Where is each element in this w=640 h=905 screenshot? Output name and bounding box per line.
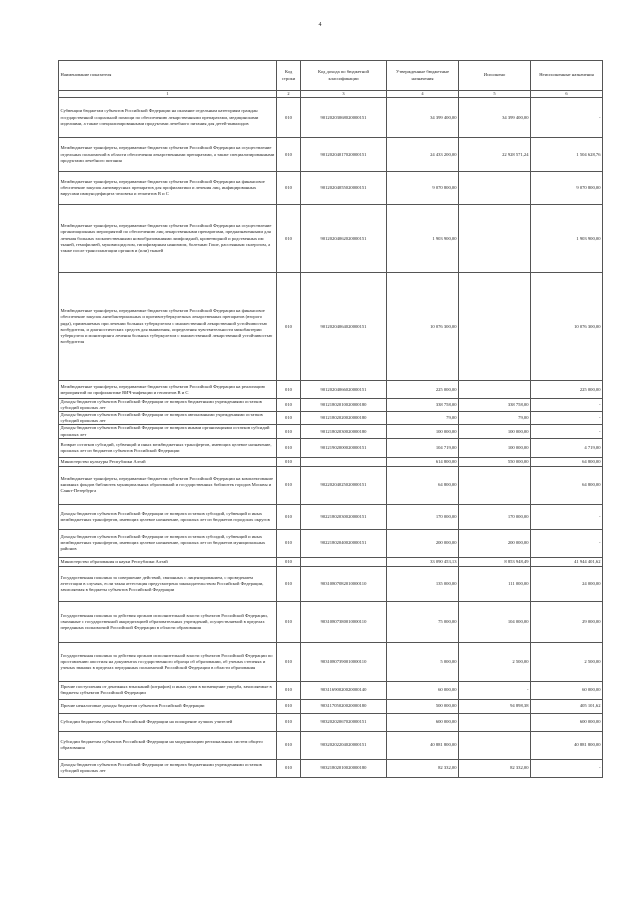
row-executed: [459, 731, 531, 759]
row-approved: 33 090 453,13: [387, 557, 459, 566]
row-code-line: 010: [277, 425, 301, 438]
row-name: Межбюджетные трансферты, передаваемые бюджетам субъектов Российской Федерации на финансовое обеспечение закупок антивирусных препаратов для профилактики и лечения лиц, инфицированных вирусами иммунодефицита человека и гепатитов В и С: [59, 172, 277, 205]
column-index: 3: [301, 91, 387, 98]
column-index: 6: [531, 91, 603, 98]
row-executed: [459, 273, 531, 381]
row-executed: 550 000,00: [459, 457, 531, 466]
row-budget-code: 90120203068020000151: [301, 98, 387, 138]
row-code-line: 010: [277, 529, 301, 557]
row-unexecuted: 600 000,00: [531, 713, 603, 731]
table-row: [59, 713, 603, 731]
row-unexecuted: 29 000,00: [531, 601, 603, 642]
row-budget-code: 90120204017020000151: [301, 138, 387, 172]
row-unexecuted: 24 000,00: [531, 566, 603, 601]
header-executed: Исполнено: [459, 61, 531, 91]
row-unexecuted: -: [531, 412, 603, 425]
row-executed: 104 000,00: [459, 601, 531, 642]
row-unexecuted: -: [531, 425, 603, 438]
row-name: Доходы бюджетов субъектов Российской Федерации от возврата автономными учреждениями остатков субсидий прошлых лет: [59, 412, 277, 425]
row-budget-code: 90311690020020000140: [301, 681, 387, 699]
row-budget-code: 90320202204020000151: [301, 731, 387, 759]
row-code-line: 010: [277, 731, 301, 759]
row-approved: 338 758,00: [387, 399, 459, 412]
row-executed: [459, 381, 531, 399]
row-name: Доходы бюджетов субъектов Российской Федерации от возврата иными организациями остатков субсидий прошлых лет: [59, 425, 277, 438]
row-approved: 60 000,00: [387, 681, 459, 699]
row-executed: [459, 205, 531, 273]
row-code-line: 010: [277, 466, 301, 504]
row-name: Межбюджетные трансферты, передаваемые бюджетам субъектов Российской Федерации на осуществление отдельных полномочий в области обеспечения лекарственными препаратами, а также специализированными продуктами лечебного питания: [59, 138, 277, 172]
row-code-line: 010: [277, 759, 301, 777]
row-approved: 135 000,00: [387, 566, 459, 601]
row-name: Возврат остатков субсидий, субвенций и иных межбюджетных трансфертов, имеющих целевое назначение, прошлых лет из бюджетов субъектов Российской Федерации: [59, 438, 277, 457]
column-index: 1: [59, 91, 277, 98]
table-row: [59, 172, 603, 205]
table-row: [59, 457, 603, 466]
row-executed: 82 332,00: [459, 759, 531, 777]
row-approved: 500 000,00: [387, 699, 459, 713]
row-budget-code: 90121802020020000180: [301, 412, 387, 425]
row-unexecuted: 225 000,00: [531, 381, 603, 399]
header-code-line: Код строки: [277, 61, 301, 91]
row-code-line: 010: [277, 557, 301, 566]
row-name: Межбюджетные трансферты, передаваемые бюджетам субъектов Российской Федерации на реализацию мероприятий по профилактике ВИЧ-инфекции и гепатитов В и С: [59, 381, 277, 399]
row-budget-code: 90121802030020000180: [301, 425, 387, 438]
row-unexecuted: 41 944 401,62: [531, 557, 603, 566]
table-row: [59, 566, 603, 601]
table-row: [59, 504, 603, 529]
row-name: Прочие неналоговые доходы бюджетов субъектов Российской Федерации: [59, 699, 277, 713]
column-index: 4: [387, 91, 459, 98]
row-executed: 22 928 571,24: [459, 138, 531, 172]
row-approved: 225 000,00: [387, 381, 459, 399]
table-row: [59, 425, 603, 438]
row-approved: 100 000,00: [387, 425, 459, 438]
row-name: Министерство культуры Республики Алтай: [59, 457, 277, 466]
row-budget-code: 90120204066020000151: [301, 381, 387, 399]
row-unexecuted: 1 903 900,00: [531, 205, 603, 273]
row-approved: 104 719,00: [387, 438, 459, 457]
row-budget-code: 90120204055020000151: [301, 172, 387, 205]
row-approved: 10 076 300,00: [387, 273, 459, 381]
row-executed: 2 500,00: [459, 642, 531, 681]
row-code-line: 010: [277, 457, 301, 466]
table-row: [59, 273, 603, 381]
row-budget-code: 90321802010020000180: [301, 759, 387, 777]
row-budget-code: 90120204062020000151: [301, 205, 387, 273]
table-row: [59, 381, 603, 399]
row-unexecuted: 2 500,00: [531, 642, 603, 681]
row-name: Доходы бюджетов субъектов Российской Федерации от возврата бюджетными учреждениями остатков субсидий прошлых лет: [59, 759, 277, 777]
row-approved: 1 903 900,00: [387, 205, 459, 273]
row-unexecuted: 405 101,62: [531, 699, 603, 713]
row-approved: 170 000,00: [387, 504, 459, 529]
row-name: Субсидии бюджетам субъектов Российской Федерации на модернизацию региональных систем общего образования: [59, 731, 277, 759]
row-code-line: 010: [277, 601, 301, 642]
row-code-line: 010: [277, 412, 301, 425]
row-approved: 24 433 200,00: [387, 138, 459, 172]
row-approved: 82 332,00: [387, 759, 459, 777]
row-name: Министерство образования и науки Республики Алтай: [59, 557, 277, 566]
row-approved: 40 881 800,00: [387, 731, 459, 759]
row-code-line: 010: [277, 566, 301, 601]
row-executed: 338 758,00: [459, 399, 531, 412]
table-row: [59, 731, 603, 759]
table-row: [59, 642, 603, 681]
row-name: Субвенции бюджетам субъектов Российской Федерации на оказание отдельным категориям граждан государственной социальной помощи по обеспечению лекарственными препаратами, медицинскими изделиями, а также специализированными продуктами лечебного питания для детей-инвалидов: [59, 98, 277, 138]
row-budget-code: 90311705020020000180: [301, 699, 387, 713]
table-row: [59, 759, 603, 777]
row-executed: 79,00: [459, 412, 531, 425]
row-unexecuted: 4 719,00: [531, 438, 603, 457]
table-row: [59, 438, 603, 457]
row-code-line: 010: [277, 273, 301, 381]
row-budget-code: [301, 457, 387, 466]
row-code-line: 010: [277, 381, 301, 399]
row-code-line: 010: [277, 504, 301, 529]
row-code-line: 010: [277, 98, 301, 138]
row-approved: 34 399 400,00: [387, 98, 459, 138]
row-unexecuted: 64 800,00: [531, 466, 603, 504]
table-row: [59, 399, 603, 412]
table-body: [59, 98, 603, 778]
page-number: 4: [318, 22, 322, 28]
row-name: Государственная пошлина за действия органов исполнительной власти субъектов Российской Федерации, связанные с государственной аккредитацией образовательных учреждений, осуществляемой в пределах переданных полномочий Российской Федерации в области образования: [59, 601, 277, 642]
row-approved: 9 070 800,00: [387, 172, 459, 205]
row-executed: 100 000,00: [459, 425, 531, 438]
row-code-line: 010: [277, 681, 301, 699]
header-unexecuted: Неисполненные назначения: [531, 61, 603, 91]
row-executed: [459, 466, 531, 504]
table-row: [59, 412, 603, 425]
row-approved: 75 000,00: [387, 601, 459, 642]
table-row: [59, 681, 603, 699]
header-row: [59, 61, 603, 91]
row-unexecuted: -: [531, 504, 603, 529]
row-code-line: 010: [277, 205, 301, 273]
table-row: [59, 601, 603, 642]
row-name: Межбюджетные трансферты, передаваемые бюджетам субъектов Российской Федерации на комплектование книжных фондов библиотек муниципальных образований и государственных библиотек городов Москвы и Санкт-Петербурга: [59, 466, 277, 504]
table-row: [59, 529, 603, 557]
row-approved: 64 800,00: [387, 466, 459, 504]
row-name: Субсидии бюджетам субъектов Российской Федерации на поощрение лучших учителей: [59, 713, 277, 731]
row-executed: [459, 713, 531, 731]
row-unexecuted: 60 000,00: [531, 681, 603, 699]
row-name: Доходы бюджетов субъектов Российской Федерации от возврата бюджетными учреждениями остатков субсидий прошлых лет: [59, 399, 277, 412]
table-row: [59, 205, 603, 273]
row-unexecuted: 64 800,00: [531, 457, 603, 466]
row-unexecuted: -: [531, 529, 603, 557]
row-approved: 79,00: [387, 412, 459, 425]
row-unexecuted: -: [531, 399, 603, 412]
row-name: Межбюджетные трансферты, передаваемые бюджетам субъектов Российской Федерации на осуществление организационных мероприятий по обеспечению лиц лекарственными препаратами, предназначенными для лечения больных злокачественными новообразованиями лимфоидной, кроветворной и родственных им тканей, гемофилией, муковисцидозом, гипофизарным нанизмом, болезнью Гоше, рассеянным склерозом, а также после трансплантации органов и (или) тканей: [59, 205, 277, 273]
row-name: Прочие поступления от денежных взысканий (штрафов) и иных сумм в возмещение ущерба, зачисляемые в бюджеты субъектов Российской Федерации: [59, 681, 277, 699]
row-name: Межбюджетные трансферты, передаваемые бюджетам субъектов Российской Федерации на финансовое обеспечение закупок антибактериальных и противотуберкулезных лекарственных препаратов (второго ряда), применяемых при лечении больных туберкулезом с множественной лекарственной устойчивостью возбудителя, и диагностических средств для выявления, определения чувствительности микобактерии туберкулеза и мониторинга лечения больных туберкулезом с множественной лекарственной устойчивостью возбудителя: [59, 273, 277, 381]
header-name: Наименование показателя: [59, 61, 277, 91]
row-executed: 200 000,00: [459, 529, 531, 557]
row-executed: 170 000,00: [459, 504, 531, 529]
row-code-line: 010: [277, 172, 301, 205]
row-unexecuted: 10 076 300,00: [531, 273, 603, 381]
row-approved: 5 000,00: [387, 642, 459, 681]
row-executed: -: [459, 681, 531, 699]
row-budget-code: [301, 557, 387, 566]
table-row: [59, 138, 603, 172]
table-row: [59, 466, 603, 504]
table-row: [59, 557, 603, 566]
row-budget-code: 90310807380010000110: [301, 601, 387, 642]
row-budget-code: 90310807390010000110: [301, 642, 387, 681]
row-code-line: 010: [277, 438, 301, 457]
row-budget-code: 90221802040020000151: [301, 529, 387, 557]
row-name: Доходы бюджетов субъектов Российской Федерации от возврата остатков субсидий, субвенций и иных межбюджетных трансфертов, имеющих целевое назначение, прошлых лет из бюджетов муниципальных районов: [59, 529, 277, 557]
column-index: 5: [459, 91, 531, 98]
report-table: [58, 60, 603, 778]
header-approved: Утвержденные бюджетные назначения: [387, 61, 459, 91]
table-row: [59, 699, 603, 713]
row-budget-code: 90221802030020000151: [301, 504, 387, 529]
column-index: 2: [277, 91, 301, 98]
row-unexecuted: 1 504 628,76: [531, 138, 603, 172]
row-unexecuted: 9 070 800,00: [531, 172, 603, 205]
row-code-line: 010: [277, 699, 301, 713]
row-name: Государственная пошлина за действия органов исполнительной власти субъектов Российской Федерации по проставлению апостиля на документах государственного образца об образовании, об ученых степенях и ученых званиях в пределах переданных полномочий Российской Федерации в области образования: [59, 642, 277, 681]
row-budget-code: 90120204064020000151: [301, 273, 387, 381]
row-executed: 111 000,00: [459, 566, 531, 601]
table-row: [59, 98, 603, 138]
row-executed: 34 399 400,00: [459, 98, 531, 138]
row-approved: 614 800,00: [387, 457, 459, 466]
row-budget-code: 90121802010020000180: [301, 399, 387, 412]
row-executed: 94 898,38: [459, 699, 531, 713]
row-budget-code: 90121902000020000151: [301, 438, 387, 457]
row-code-line: 010: [277, 399, 301, 412]
row-budget-code: 90320202067020000151: [301, 713, 387, 731]
row-unexecuted: -: [531, 759, 603, 777]
row-budget-code: 90310807082010000110: [301, 566, 387, 601]
row-approved: 200 000,00: [387, 529, 459, 557]
row-executed: [459, 172, 531, 205]
row-code-line: 010: [277, 642, 301, 681]
row-code-line: 010: [277, 138, 301, 172]
row-approved: 600 000,00: [387, 713, 459, 731]
header-budget-code: Код дохода по бюджетной классификации: [301, 61, 387, 91]
row-budget-code: 90220204025020000151: [301, 466, 387, 504]
column-index-row: [59, 91, 603, 98]
row-name: Доходы бюджетов субъектов Российской Федерации от возврата остатков субсидий, субвенций и иных межбюджетных трансфертов, имеющих целевое назначение, прошлых лет из бюджетов городских округов: [59, 504, 277, 529]
row-executed: 8 853 948,49: [459, 557, 531, 566]
row-executed: 100 000,00: [459, 438, 531, 457]
row-unexecuted: 40 881 800,00: [531, 731, 603, 759]
row-name: Государственная пошлина за совершение действий, связанных с лицензированием, с проведением аттестации в случаях, если такая аттестация предусмотрена законодательством Российской Федерации, зачисляемая в бюджеты субъектов Российской Федерации: [59, 566, 277, 601]
row-unexecuted: -: [531, 98, 603, 138]
row-code-line: 010: [277, 713, 301, 731]
